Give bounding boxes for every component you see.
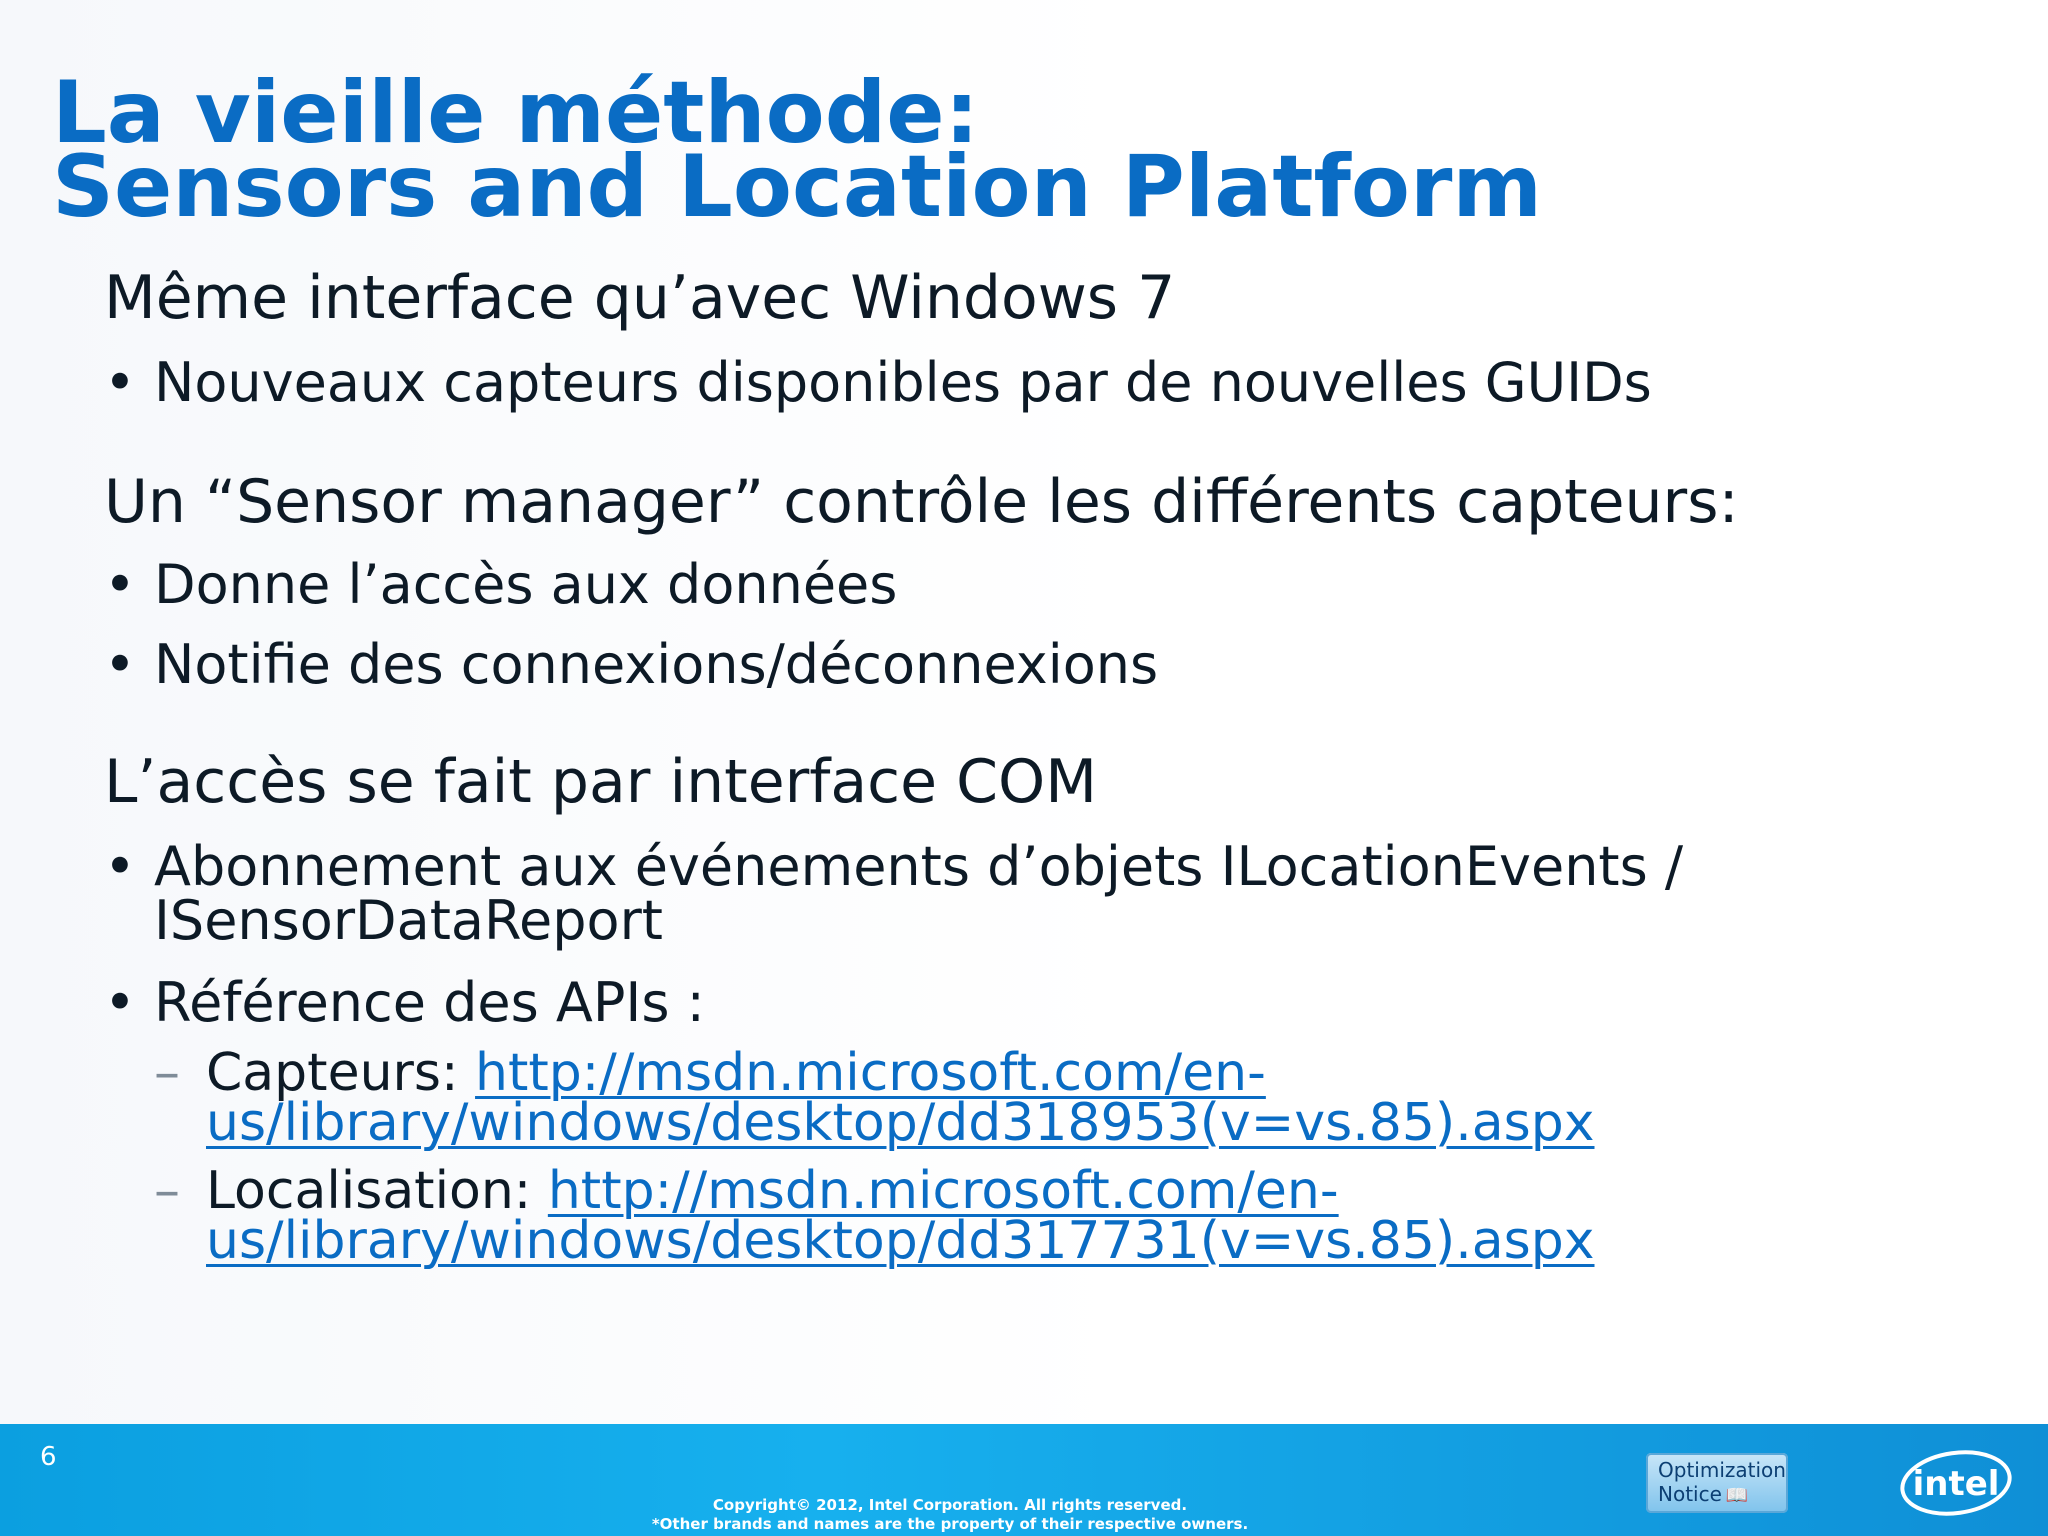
- bullet-text-line-1: Abonnement aux événements d’objets ILocationEvents /: [154, 835, 1684, 898]
- title-line-2: Sensors and Location Platform: [52, 137, 1542, 237]
- sub-bullet-label: Localisation:: [206, 1161, 548, 1221]
- optimization-notice-button[interactable]: [1646, 1453, 1788, 1513]
- copyright-notice: [540, 1496, 1360, 1534]
- title-line-1: La vieille méthode:: [52, 63, 979, 163]
- sub-bullet-line-1: [206, 1161, 1595, 1221]
- bullet-item: [104, 971, 705, 1034]
- optimization-notice-row-2: [1658, 1482, 1788, 1508]
- bullet-text-line-2: ISensorDataReport: [154, 889, 663, 952]
- dash-marker: –: [154, 1161, 180, 1221]
- bullet-text: Référence des APIs :: [154, 971, 705, 1034]
- page-number: 6: [40, 1442, 57, 1472]
- bullet-text: Donne l’accès aux données: [154, 553, 898, 616]
- bullet-marker: •: [104, 553, 136, 616]
- copyright-line-2: *Other brands and names are the property of their respective owners.: [651, 1515, 1249, 1533]
- sub-bullet-line-2: [206, 1093, 1595, 1153]
- optimization-notice-label-2: Notice: [1658, 1482, 1722, 1506]
- msdn-sensors-link-part1[interactable]: http://msdn.microsoft.com/en-: [475, 1043, 1266, 1103]
- bullet-item: [104, 351, 1652, 414]
- bullet-marker: •: [104, 351, 136, 414]
- msdn-location-link-part1[interactable]: http://msdn.microsoft.com/en-: [547, 1161, 1339, 1221]
- bullet-marker: •: [104, 971, 136, 1034]
- bullet-text: Nouveaux capteurs disponibles par de nouvelles GUIDs: [154, 351, 1652, 414]
- sub-bullet-line-2: [206, 1211, 1595, 1271]
- sub-bullet-line-1: [206, 1043, 1595, 1103]
- copyright-line-1: Copyright© 2012, Intel Corporation. All rights reserved.: [712, 1496, 1188, 1514]
- sub-bullet-label: Capteurs:: [206, 1043, 476, 1103]
- sub-bullet-item: [154, 1043, 1595, 1153]
- msdn-location-link-part2[interactable]: us/library/windows/desktop/dd317731(v=vs.85).aspx: [206, 1211, 1595, 1271]
- optimization-notice-label-1: Optimization: [1658, 1458, 1786, 1482]
- section-heading: L’accès se fait par interface COM: [104, 747, 1098, 817]
- intel-logo-wordmark: intel: [1912, 1464, 2000, 1504]
- book-icon: 📖: [1725, 1485, 1749, 1506]
- footer-bar: [0, 1424, 2048, 1536]
- bullet-marker: •: [104, 633, 136, 696]
- bullet-marker: •: [104, 835, 136, 898]
- bullet-item: [104, 553, 898, 616]
- bullet-item: [104, 633, 1159, 696]
- section-heading: Même interface qu’avec Windows 7: [104, 263, 1176, 333]
- dash-marker: –: [154, 1043, 180, 1103]
- msdn-sensors-link-part2[interactable]: us/library/windows/desktop/dd318953(v=vs.85).aspx: [206, 1093, 1595, 1153]
- bullet-item: [104, 835, 1684, 952]
- intel-logo: [1896, 1442, 2016, 1522]
- sub-bullet-item: [154, 1161, 1595, 1271]
- bullet-text: Notifie des connexions/déconnexions: [154, 633, 1159, 696]
- section-heading: Un “Sensor manager” contrôle les différents capteurs:: [104, 467, 1739, 537]
